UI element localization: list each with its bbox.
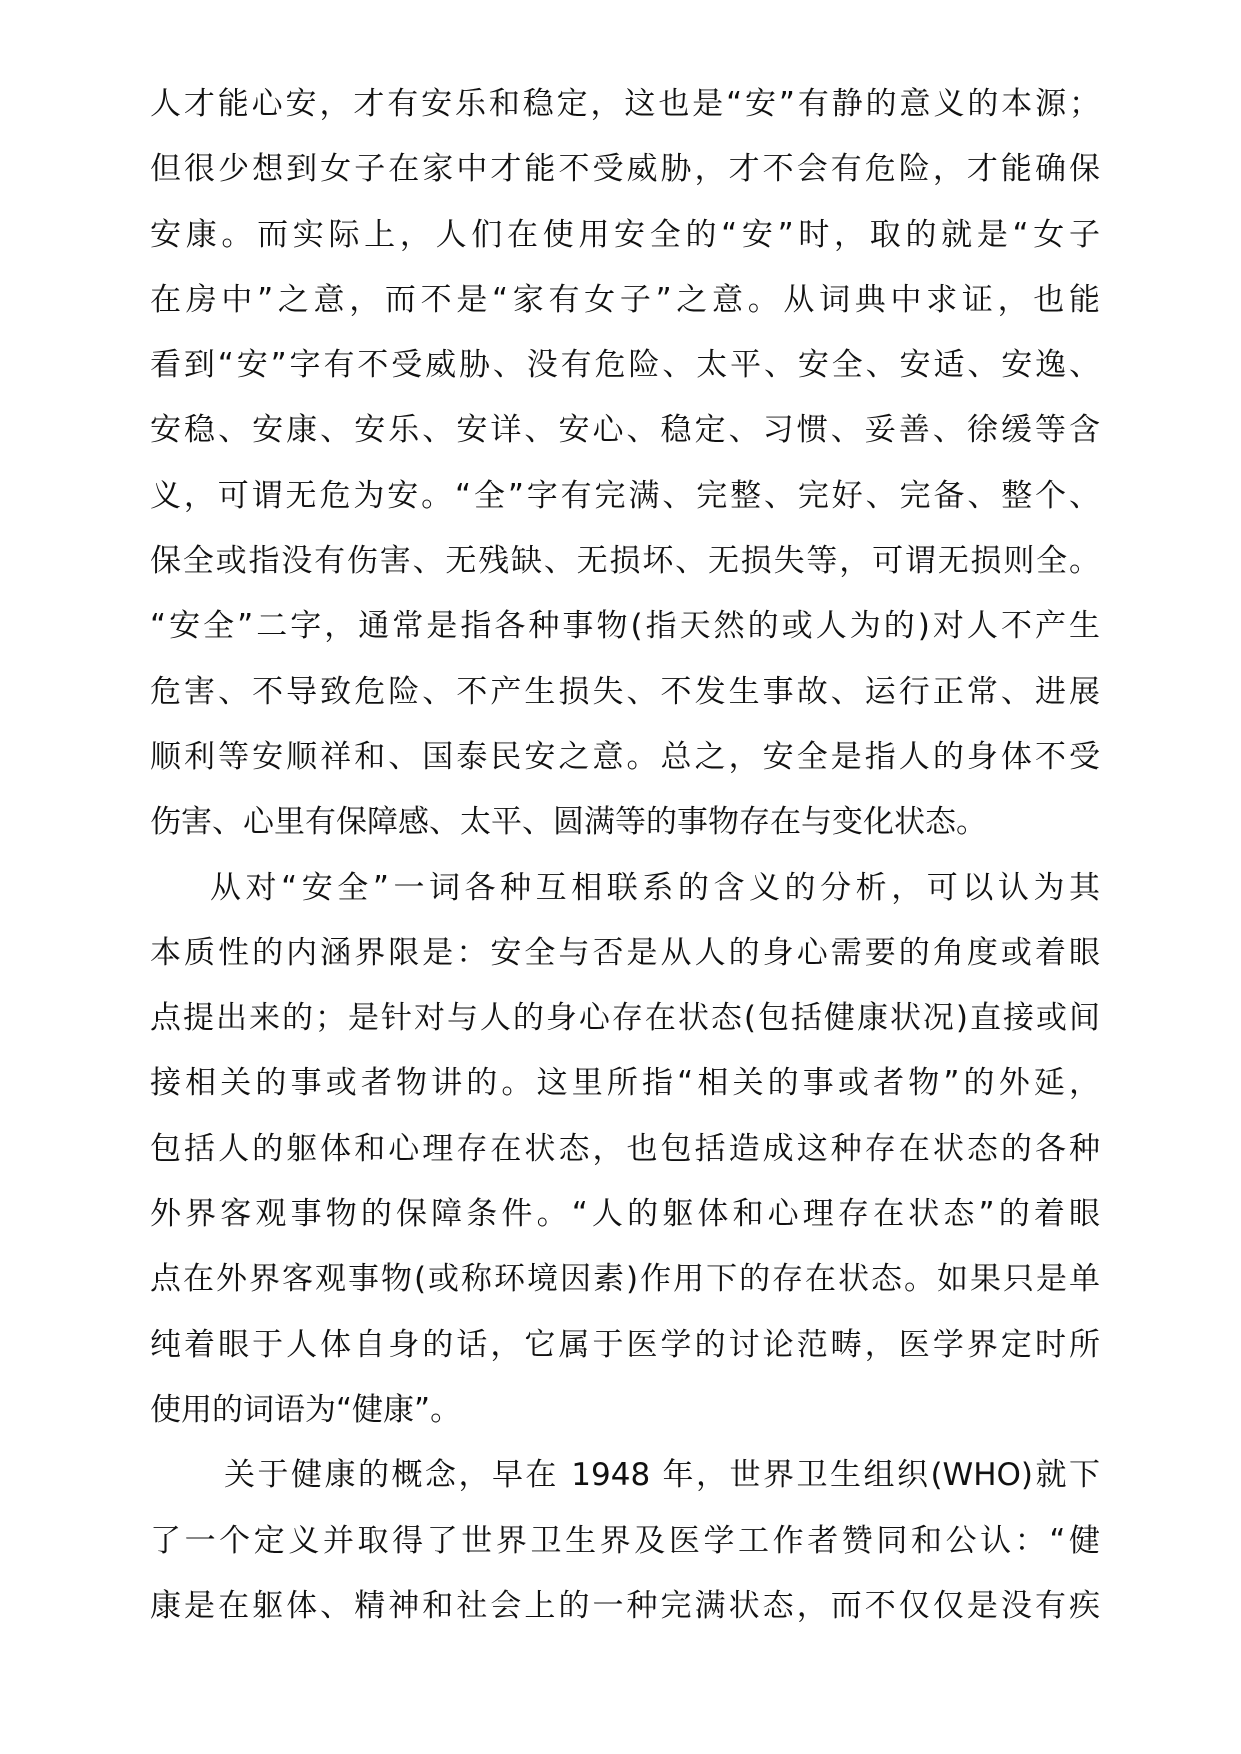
text-line: 了一个定义并取得了世界卫生界及医学工作者赞同和公认：“健 [150, 1522, 1100, 1559]
paragraph-1 [150, 72, 1100, 856]
text-line: 点在外界客观事物(或称环境因素)作用下的存在状态。如果只是单 [150, 1261, 1100, 1298]
text-line: 安康。而实际上，人们在使用安全的“安”时，取的就是“女子 [150, 216, 1100, 253]
text-line: 使用的词语为“健康”。 [150, 1391, 462, 1428]
text-line: 关于健康的概念，早在 1948 年，世界卫生组织(WHO)就下 [224, 1457, 1100, 1494]
text-line: 安稳、安康、安乐、安详、安心、稳定、习惯、妥善、徐缓等含 [150, 412, 1100, 449]
body-text [150, 72, 1100, 1639]
text-line: 包括人的躯体和心理存在状态，也包括造成这种存在状态的各种 [150, 1130, 1100, 1167]
text-line: 保全或指没有伤害、无残缺、无损坏、无损失等，可谓无损则全。 [150, 543, 1100, 580]
text-line: 人才能心安，才有安乐和稳定，这也是“安”有静的意义的本源； [150, 86, 1100, 122]
text-line: 接相关的事或者物讲的。这里所指“相关的事或者物”的外延， [150, 1065, 1100, 1102]
text-line: 在房中”之意，而不是“家有女子”之意。从词典中求证，也能 [150, 281, 1100, 318]
paragraph-2 [150, 856, 1100, 1444]
text-line: 点提出来的；是针对与人的身心存在状态(包括健康状况)直接或间 [150, 1000, 1100, 1037]
text-line: “安全”二字，通常是指各种事物(指天然的或人为的)对人不产生 [150, 608, 1100, 645]
text-line: 纯着眼于人体自身的话，它属于医学的讨论范畴，医学界定时所 [150, 1326, 1100, 1363]
text-line: 看到“安”字有不受威胁、没有危险、太平、安全、安适、安逸、 [150, 347, 1100, 384]
paragraph-3 [150, 1443, 1100, 1639]
text-line: 义，可谓无危为安。“全”字有完满、完整、完好、完备、整个、 [150, 477, 1100, 514]
text-line: 但很少想到女子在家中才能不受威胁，才不会有危险，才能确保 [150, 151, 1100, 188]
text-line: 本质性的内涵界限是：安全与否是从人的身心需要的角度或着眼 [150, 934, 1100, 971]
text-line: 从对“安全”一词各种互相联系的含义的分析，可以认为其 [210, 869, 1100, 906]
text-line: 伤害、心里有保障感、太平、圆满等的事物存在与变化状态。 [150, 804, 987, 841]
text-line: 外界客观事物的保障条件。“人的躯体和心理存在状态”的着眼 [150, 1196, 1100, 1233]
text-line: 顺利等安顺祥和、国泰民安之意。总之，安全是指人的身体不受 [150, 738, 1100, 775]
text-line: 康是在躯体、精神和社会上的一种完满状态，而不仅仅是没有疾 [150, 1587, 1100, 1624]
text-line: 危害、不导致危险、不产生损失、不发生事故、运行正常、进展 [150, 673, 1100, 710]
